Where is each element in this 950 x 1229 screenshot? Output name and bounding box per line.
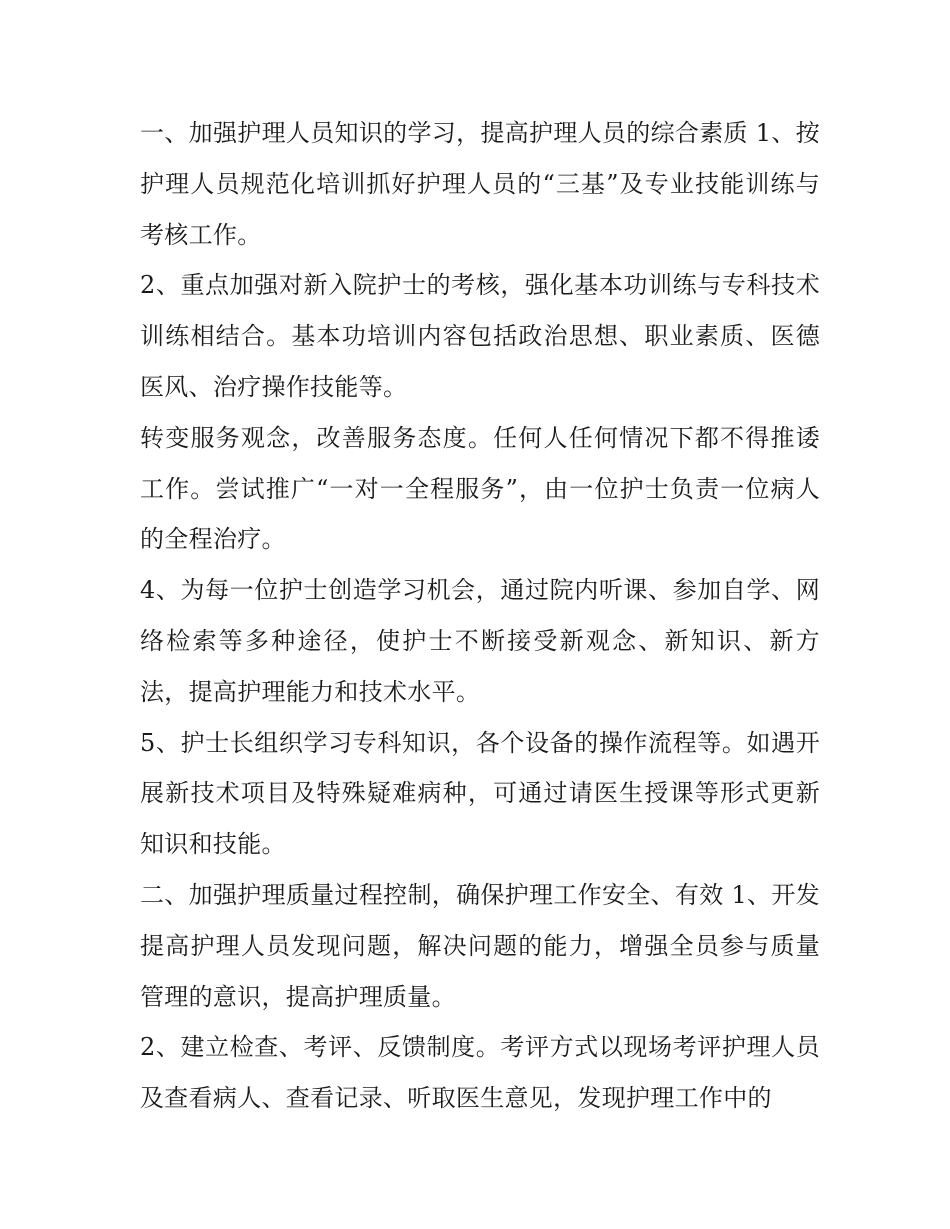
paragraph-new-nurse-assessment: 2、重点加强对新入院护士的考核，强化基本功训练与专科技术训练相结合。基本功培训内容包括政治思想、职业素质、医德医风、治疗操作技能等。 xyxy=(140,271,820,401)
paragraph-inspection-system: 2、建立检查、考评、反馈制度。考评方式以现场考评护理人员及查看病人、查看记录、听取医生意见，发现护理工作中的 xyxy=(140,1033,820,1113)
paragraph-service-attitude: 转变服务观念，改善服务态度。任何人任何情况下都不得推诿工作。尝试推广“一对一全程服务”，由一位护士负责一位病人的全程治疗。 xyxy=(140,423,820,554)
paragraph-learning-opportunities: 4、为每一位护士创造学习机会，通过院内听课、参加自学、网络检索等多种途径，使护士不断接受新观念、新知识、新方法，提高护理能力和技术水平。 xyxy=(140,576,820,706)
paragraph-knowledge-learning: 一、加强护理人员知识的学习，提高护理人员的综合素质 1、按护理人员规范化培训抓好护理人员的“三基”及专业技能训练与考核工作。 xyxy=(140,119,820,249)
paragraph-specialty-knowledge: 5、护士长组织学习专科知识，各个设备的操作流程等。如遇开展新技术项目及特殊疑难病种，可通过请医生授课等形式更新知识和技能。 xyxy=(140,728,820,859)
document-body xyxy=(140,108,820,1124)
paragraph-quality-control: 二、加强护理质量过程控制，确保护理工作安全、有效 1、开发提高护理人员发现问题，解决问题的能力，增强全员参与质量管理的意识，提高护理质量。 xyxy=(140,880,820,1011)
